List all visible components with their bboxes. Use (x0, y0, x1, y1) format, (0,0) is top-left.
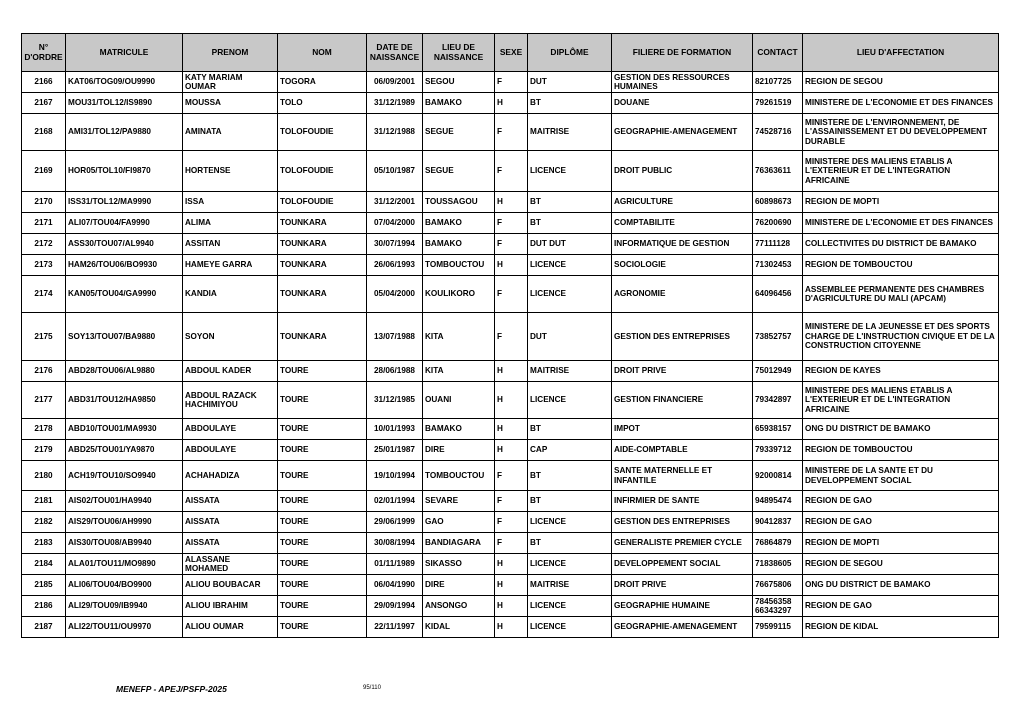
cell-contact: 76200690 (753, 213, 803, 234)
cell-affectation: ONG DU DISTRICT DE BAMAKO (803, 575, 999, 596)
cell-filiere: GESTION DES ENTREPRISES (612, 512, 753, 533)
header-ordre: N° D'ORDRE (22, 34, 66, 72)
cell-filiere: AIDE-COMPTABLE (612, 440, 753, 461)
cell-prenom: HAMEYE GARRA (183, 255, 278, 276)
cell-lieu-naissance: KOULIKORO (423, 276, 495, 313)
cell-affectation: REGION DE KIDAL (803, 617, 999, 638)
cell-matricule: ASS30/TOU07/AL9940 (66, 234, 183, 255)
cell-sexe: H (495, 361, 528, 382)
table-row (22, 361, 999, 382)
cell-lieu-naissance: BAMAKO (423, 419, 495, 440)
cell-lieu-naissance: SEGUE (423, 151, 495, 192)
table-row (22, 72, 999, 93)
cell-sexe: H (495, 419, 528, 440)
table-row (22, 276, 999, 313)
cell-date-naissance: 05/04/2000 (367, 276, 423, 313)
cell-date-naissance: 06/09/2001 (367, 72, 423, 93)
cell-lieu-naissance: KITA (423, 313, 495, 361)
cell-affectation: ONG DU DISTRICT DE BAMAKO (803, 419, 999, 440)
cell-sexe: F (495, 213, 528, 234)
cell-prenom: ABDOULAYE (183, 440, 278, 461)
cell-contact: 92000814 (753, 461, 803, 491)
cell-affectation: REGION DE GAO (803, 512, 999, 533)
cell-contact: 65938157 (753, 419, 803, 440)
cell-date-naissance: 31/12/1985 (367, 382, 423, 419)
cell-sexe: H (495, 382, 528, 419)
cell-nom: TOUNKARA (278, 313, 367, 361)
cell-diplome: LICENCE (528, 617, 612, 638)
cell-prenom: ABDOULAYE (183, 419, 278, 440)
cell-diplome: DUT (528, 313, 612, 361)
cell-date-naissance: 22/11/1997 (367, 617, 423, 638)
header-date-naissance: DATE DE NAISSANCE (367, 34, 423, 72)
cell-contact: 79342897 (753, 382, 803, 419)
cell-matricule: AMI31/TOL12/PA9880 (66, 114, 183, 151)
cell-matricule: MOU31/TOL12/IS9890 (66, 93, 183, 114)
cell-date-naissance: 31/12/1988 (367, 114, 423, 151)
cell-matricule: ALI22/TOU11/OU9970 (66, 617, 183, 638)
cell-prenom: KATY MARIAM OUMAR (183, 72, 278, 93)
table-row (22, 596, 999, 617)
cell-matricule: ABD31/TOU12/HA9850 (66, 382, 183, 419)
cell-contact: 74528716 (753, 114, 803, 151)
cell-ordre: 2175 (22, 313, 66, 361)
cell-diplome: LICENCE (528, 512, 612, 533)
cell-sexe: F (495, 313, 528, 361)
cell-matricule: AIS30/TOU08/AB9940 (66, 533, 183, 554)
cell-affectation: REGION DE TOMBOUCTOU (803, 440, 999, 461)
cell-contact: 76363611 (753, 151, 803, 192)
cell-filiere: SANTE MATERNELLE ET INFANTILE (612, 461, 753, 491)
cell-ordre: 2186 (22, 596, 66, 617)
cell-ordre: 2178 (22, 419, 66, 440)
cell-filiere: GEOGRAPHIE HUMAINE (612, 596, 753, 617)
cell-date-naissance: 29/09/1994 (367, 596, 423, 617)
cell-diplome: LICENCE (528, 255, 612, 276)
cell-prenom: ABDOUL KADER (183, 361, 278, 382)
table-row (22, 512, 999, 533)
cell-prenom: ALIMA (183, 213, 278, 234)
page-number: 95/110 (363, 685, 381, 691)
cell-filiere: AGRONOMIE (612, 276, 753, 313)
cell-date-naissance: 28/06/1988 (367, 361, 423, 382)
cell-date-naissance: 19/10/1994 (367, 461, 423, 491)
cell-lieu-naissance: DIRE (423, 575, 495, 596)
cell-nom: TOURE (278, 361, 367, 382)
header-lieu-naissance: LIEU DE NAISSANCE (423, 34, 495, 72)
cell-sexe: H (495, 554, 528, 575)
cell-lieu-naissance: BAMAKO (423, 234, 495, 255)
cell-date-naissance: 30/08/1994 (367, 533, 423, 554)
cell-ordre: 2183 (22, 533, 66, 554)
cell-contact: 71838605 (753, 554, 803, 575)
cell-nom: TOURE (278, 512, 367, 533)
cell-prenom: KANDIA (183, 276, 278, 313)
cell-affectation: MINISTERE DE L'ECONOMIE ET DES FINANCES (803, 213, 999, 234)
cell-nom: TOLOFOUDIE (278, 114, 367, 151)
cell-filiere: GESTION FINANCIERE (612, 382, 753, 419)
cell-filiere: DEVELOPPEMENT SOCIAL (612, 554, 753, 575)
cell-matricule: HAM26/TOU06/BO9930 (66, 255, 183, 276)
cell-diplome: MAITRISE (528, 114, 612, 151)
table-row (22, 575, 999, 596)
cell-sexe: F (495, 234, 528, 255)
cell-filiere: INFORMATIQUE DE GESTION (612, 234, 753, 255)
cell-nom: TOURE (278, 575, 367, 596)
cell-diplome: CAP (528, 440, 612, 461)
cell-diplome: BT (528, 213, 612, 234)
cell-matricule: ABD10/TOU01/MA9930 (66, 419, 183, 440)
cell-contact: 79599115 (753, 617, 803, 638)
cell-affectation: REGION DE SEGOU (803, 72, 999, 93)
cell-matricule: KAT06/TOG09/OU9990 (66, 72, 183, 93)
header-row (22, 34, 999, 72)
cell-prenom: AMINATA (183, 114, 278, 151)
cell-diplome: LICENCE (528, 276, 612, 313)
cell-matricule: ALI07/TOU04/FA9990 (66, 213, 183, 234)
table-row (22, 213, 999, 234)
cell-diplome: BT (528, 533, 612, 554)
cell-ordre: 2179 (22, 440, 66, 461)
cell-contact: 79339712 (753, 440, 803, 461)
cell-contact: 64096456 (753, 276, 803, 313)
cell-nom: TOURE (278, 440, 367, 461)
cell-contact: 73852757 (753, 313, 803, 361)
cell-ordre: 2173 (22, 255, 66, 276)
cell-ordre: 2181 (22, 491, 66, 512)
cell-nom: TOURE (278, 533, 367, 554)
cell-prenom: ABDOUL RAZACK HACHIMIYOU (183, 382, 278, 419)
footer-program: MENEFP - APEJ/PSFP-2025 (116, 684, 227, 694)
table-row (22, 533, 999, 554)
cell-nom: TOURE (278, 461, 367, 491)
cell-lieu-naissance: BAMAKO (423, 213, 495, 234)
cell-diplome: BT (528, 419, 612, 440)
table-row (22, 234, 999, 255)
cell-contact: 76675806 (753, 575, 803, 596)
cell-prenom: MOUSSA (183, 93, 278, 114)
table-row (22, 313, 999, 361)
cell-ordre: 2176 (22, 361, 66, 382)
cell-lieu-naissance: DIRE (423, 440, 495, 461)
cell-diplome: DUT DUT (528, 234, 612, 255)
cell-nom: TOURE (278, 617, 367, 638)
cell-sexe: H (495, 192, 528, 213)
cell-diplome: BT (528, 461, 612, 491)
cell-affectation: REGION DE KAYES (803, 361, 999, 382)
cell-ordre: 2168 (22, 114, 66, 151)
cell-filiere: COMPTABILITE (612, 213, 753, 234)
cell-sexe: F (495, 491, 528, 512)
cell-nom: TOURE (278, 491, 367, 512)
cell-sexe: H (495, 575, 528, 596)
cell-affectation: MINISTERE DE L'ECONOMIE ET DES FINANCES (803, 93, 999, 114)
cell-prenom: AISSATA (183, 491, 278, 512)
table-row (22, 192, 999, 213)
cell-matricule: AIS29/TOU06/AH9990 (66, 512, 183, 533)
cell-date-naissance: 02/01/1994 (367, 491, 423, 512)
cell-date-naissance: 07/04/2000 (367, 213, 423, 234)
cell-sexe: F (495, 151, 528, 192)
cell-sexe: F (495, 512, 528, 533)
cell-date-naissance: 13/07/1988 (367, 313, 423, 361)
cell-affectation: MINISTERE DE LA JEUNESSE ET DES SPORTS CHARGE DE L'INSTRUCTION CIVIQUE ET DE LA CONSTRUCTION CITOYENNE (803, 313, 999, 361)
cell-prenom: AISSATA (183, 533, 278, 554)
cell-lieu-naissance: OUANI (423, 382, 495, 419)
cell-lieu-naissance: SIKASSO (423, 554, 495, 575)
cell-prenom: ACHAHADIZA (183, 461, 278, 491)
cell-filiere: AGRICULTURE (612, 192, 753, 213)
cell-date-naissance: 25/01/1987 (367, 440, 423, 461)
cell-ordre: 2166 (22, 72, 66, 93)
cell-diplome: BT (528, 93, 612, 114)
cell-diplome: LICENCE (528, 151, 612, 192)
table-row (22, 554, 999, 575)
cell-sexe: H (495, 596, 528, 617)
cell-matricule: ISS31/TOL12/MA9990 (66, 192, 183, 213)
header-contact: CONTACT (753, 34, 803, 72)
cell-lieu-naissance: BAMAKO (423, 93, 495, 114)
cell-date-naissance: 26/06/1993 (367, 255, 423, 276)
cell-prenom: ALIOU IBRAHIM (183, 596, 278, 617)
cell-ordre: 2167 (22, 93, 66, 114)
table-row (22, 93, 999, 114)
cell-ordre: 2185 (22, 575, 66, 596)
table-row (22, 419, 999, 440)
cell-affectation: MINISTERE DE L'ENVIRONNEMENT, DE L'ASSAINISSEMENT ET DU DEVELOPPEMENT DURABLE (803, 114, 999, 151)
cell-diplome: LICENCE (528, 382, 612, 419)
cell-ordre: 2169 (22, 151, 66, 192)
header-matricule: MATRICULE (66, 34, 183, 72)
cell-affectation: REGION DE MOPTI (803, 533, 999, 554)
cell-nom: TOURE (278, 382, 367, 419)
cell-sexe: F (495, 533, 528, 554)
cell-date-naissance: 06/04/1990 (367, 575, 423, 596)
table-row (22, 382, 999, 419)
cell-diplome: MAITRISE (528, 575, 612, 596)
cell-lieu-naissance: BANDIAGARA (423, 533, 495, 554)
header-affectation: LIEU D'AFFECTATION (803, 34, 999, 72)
cell-sexe: F (495, 114, 528, 151)
cell-filiere: DROIT PRIVE (612, 361, 753, 382)
cell-matricule: ABD28/TOU06/AL9880 (66, 361, 183, 382)
table-row (22, 114, 999, 151)
cell-matricule: SOY13/TOU07/BA9880 (66, 313, 183, 361)
cell-ordre: 2182 (22, 512, 66, 533)
cell-ordre: 2172 (22, 234, 66, 255)
cell-sexe: H (495, 440, 528, 461)
cell-affectation: ASSEMBLEE PERMANENTE DES CHAMBRES D'AGRICULTURE DU MALI (APCAM) (803, 276, 999, 313)
cell-ordre: 2177 (22, 382, 66, 419)
cell-date-naissance: 30/07/1994 (367, 234, 423, 255)
cell-affectation: MINISTERE DE LA SANTE ET DU DEVELOPPEMENT SOCIAL (803, 461, 999, 491)
cell-prenom: ISSA (183, 192, 278, 213)
cell-affectation: REGION DE TOMBOUCTOU (803, 255, 999, 276)
cell-filiere: INFIRMIER DE SANTE (612, 491, 753, 512)
cell-filiere: GEOGRAPHIE-AMENAGEMENT (612, 114, 753, 151)
cell-lieu-naissance: SEGOU (423, 72, 495, 93)
cell-prenom: ALIOU BOUBACAR (183, 575, 278, 596)
cell-lieu-naissance: TOMBOUCTOU (423, 255, 495, 276)
cell-contact: 94895474 (753, 491, 803, 512)
cell-matricule: ABD25/TOU01/YA9870 (66, 440, 183, 461)
cell-date-naissance: 10/01/1993 (367, 419, 423, 440)
cell-date-naissance: 05/10/1987 (367, 151, 423, 192)
cell-nom: TOLOFOUDIE (278, 151, 367, 192)
header-sexe: SEXE (495, 34, 528, 72)
cell-affectation: MINISTERE DES MALIENS ETABLIS A L'EXTERIEUR ET DE L'INTEGRATION AFRICAINE (803, 151, 999, 192)
cell-matricule: ALI29/TOU09/IB9940 (66, 596, 183, 617)
cell-lieu-naissance: SEVARE (423, 491, 495, 512)
cell-ordre: 2171 (22, 213, 66, 234)
cell-contact: 90412837 (753, 512, 803, 533)
cell-nom: TOURE (278, 419, 367, 440)
cell-filiere: GESTION DES ENTREPRISES (612, 313, 753, 361)
cell-diplome: LICENCE (528, 596, 612, 617)
cell-nom: TOURE (278, 596, 367, 617)
cell-lieu-naissance: TOUSSAGOU (423, 192, 495, 213)
cell-prenom: HORTENSE (183, 151, 278, 192)
cell-sexe: H (495, 93, 528, 114)
header-diplome: DIPLÔME (528, 34, 612, 72)
table-row (22, 255, 999, 276)
header-nom: NOM (278, 34, 367, 72)
cell-contact: 77111128 (753, 234, 803, 255)
header-prenom: PRENOM (183, 34, 278, 72)
cell-prenom: SOYON (183, 313, 278, 361)
cell-sexe: H (495, 255, 528, 276)
cell-nom: TOUNKARA (278, 276, 367, 313)
table-row (22, 491, 999, 512)
cell-nom: TOUNKARA (278, 213, 367, 234)
cell-contact: 75012949 (753, 361, 803, 382)
cell-lieu-naissance: ANSONGO (423, 596, 495, 617)
cell-diplome: DUT (528, 72, 612, 93)
cell-affectation: REGION DE SEGOU (803, 554, 999, 575)
cell-prenom: AISSATA (183, 512, 278, 533)
cell-ordre: 2187 (22, 617, 66, 638)
cell-date-naissance: 31/12/1989 (367, 93, 423, 114)
cell-diplome: MAITRISE (528, 361, 612, 382)
cell-filiere: DOUANE (612, 93, 753, 114)
cell-nom: TOLO (278, 93, 367, 114)
cell-matricule: ACH19/TOU10/SO9940 (66, 461, 183, 491)
cell-affectation: REGION DE MOPTI (803, 192, 999, 213)
cell-date-naissance: 01/11/1989 (367, 554, 423, 575)
cell-affectation: REGION DE GAO (803, 596, 999, 617)
cell-affectation: COLLECTIVITES DU DISTRICT DE BAMAKO (803, 234, 999, 255)
cell-sexe: F (495, 72, 528, 93)
cell-diplome: BT (528, 491, 612, 512)
cell-contact: 82107725 (753, 72, 803, 93)
cell-nom: TOGORA (278, 72, 367, 93)
cell-filiere: DROIT PRIVE (612, 575, 753, 596)
cell-lieu-naissance: GAO (423, 512, 495, 533)
cell-contact: 60898673 (753, 192, 803, 213)
cell-sexe: F (495, 461, 528, 491)
cell-lieu-naissance: TOMBOUCTOU (423, 461, 495, 491)
cell-lieu-naissance: KIDAL (423, 617, 495, 638)
header-filiere: FILIERE DE FORMATION (612, 34, 753, 72)
cell-ordre: 2180 (22, 461, 66, 491)
cell-prenom: ALIOU OUMAR (183, 617, 278, 638)
cell-affectation: MINISTERE DES MALIENS ETABLIS A L'EXTERIEUR ET DE L'INTEGRATION AFRICAINE (803, 382, 999, 419)
cell-prenom: ASSITAN (183, 234, 278, 255)
cell-filiere: IMPOT (612, 419, 753, 440)
cell-ordre: 2170 (22, 192, 66, 213)
cell-lieu-naissance: KITA (423, 361, 495, 382)
cell-ordre: 2174 (22, 276, 66, 313)
cell-nom: TOLOFOUDIE (278, 192, 367, 213)
table-row (22, 461, 999, 491)
cell-diplome: LICENCE (528, 554, 612, 575)
cell-filiere: GEOGRAPHIE-AMENAGEMENT (612, 617, 753, 638)
cell-diplome: BT (528, 192, 612, 213)
cell-nom: TOUNKARA (278, 234, 367, 255)
cell-lieu-naissance: SEGUE (423, 114, 495, 151)
affectation-table (21, 33, 999, 638)
cell-sexe: H (495, 617, 528, 638)
cell-date-naissance: 31/12/2001 (367, 192, 423, 213)
table-row (22, 440, 999, 461)
cell-contact: 78456358 66343297 (753, 596, 803, 617)
cell-nom: TOURE (278, 554, 367, 575)
cell-prenom: ALASSANE MOHAMED (183, 554, 278, 575)
cell-matricule: ALI06/TOU04/BO9900 (66, 575, 183, 596)
table-row (22, 151, 999, 192)
cell-matricule: KAN05/TOU04/GA9990 (66, 276, 183, 313)
cell-matricule: AIS02/TOU01/HA9940 (66, 491, 183, 512)
cell-matricule: ALA01/TOU11/MO9890 (66, 554, 183, 575)
cell-filiere: GESTION DES RESSOURCES HUMAINES (612, 72, 753, 93)
cell-date-naissance: 29/06/1999 (367, 512, 423, 533)
cell-filiere: SOCIOLOGIE (612, 255, 753, 276)
cell-affectation: REGION DE GAO (803, 491, 999, 512)
cell-contact: 79261519 (753, 93, 803, 114)
cell-filiere: GENERALISTE PREMIER CYCLE (612, 533, 753, 554)
cell-contact: 76864879 (753, 533, 803, 554)
cell-filiere: DROIT PUBLIC (612, 151, 753, 192)
table-row (22, 617, 999, 638)
cell-matricule: HOR05/TOL10/FI9870 (66, 151, 183, 192)
cell-nom: TOUNKARA (278, 255, 367, 276)
cell-sexe: F (495, 276, 528, 313)
cell-ordre: 2184 (22, 554, 66, 575)
cell-contact: 71302453 (753, 255, 803, 276)
